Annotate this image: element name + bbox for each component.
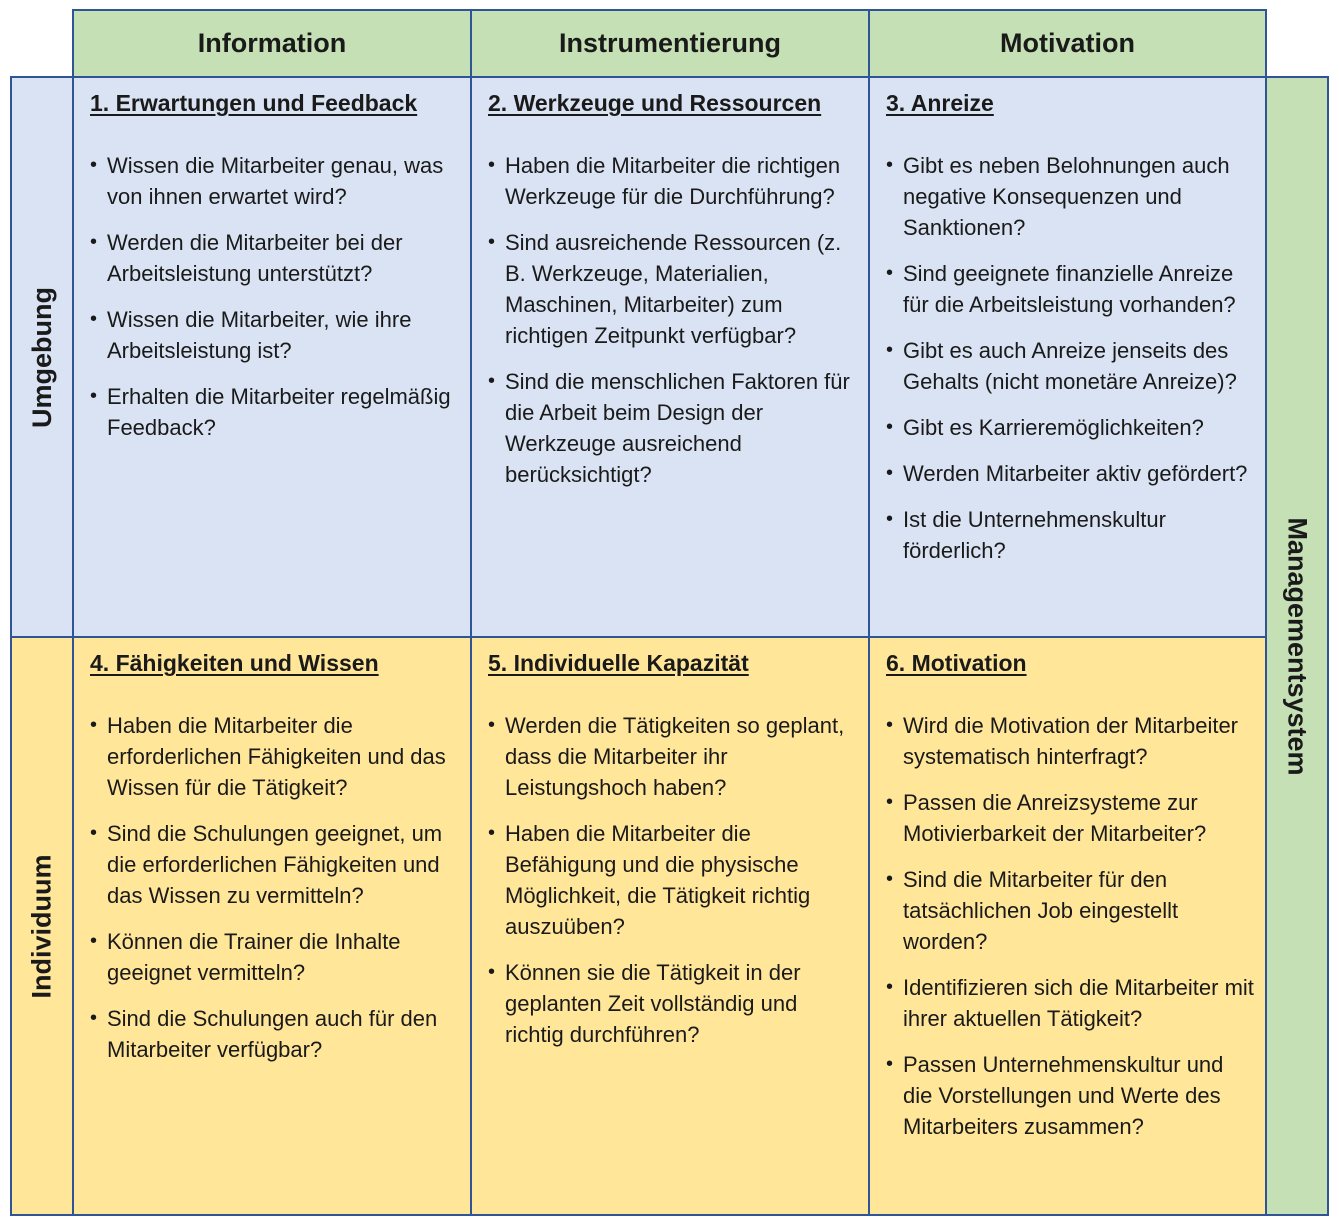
cell-individual-capacity: [470, 636, 870, 1216]
list-item: • Gibt es auch Anreize jenseits des Gehalts (nicht monetäre Anreize)?: [886, 335, 1255, 397]
management-system-bar: [1265, 76, 1329, 1216]
list-item: • Haben die Mitarbeiter die Befähigung und die physische Möglichkeit, die Tätigkeit richtig auszuüben?: [488, 818, 858, 942]
cell-title: 5. Individuelle Kapazität: [488, 650, 749, 676]
cell-motivation: [868, 636, 1267, 1216]
column-header-instrumentierung: Instrumentierung: [470, 9, 870, 78]
list-item: • Gibt es neben Belohnungen auch negative Konsequenzen und Sanktionen?: [886, 150, 1255, 243]
column-header-information: Information: [72, 9, 472, 78]
list-item: • Können sie die Tätigkeit in der geplanten Zeit vollständig und richtig durchführen?: [488, 957, 858, 1050]
list-item: • Passen die Anreizsysteme zur Motivierbarkeit der Mitarbeiter?: [886, 787, 1255, 849]
list-item: • Wissen die Mitarbeiter, wie ihre Arbeitsleistung ist?: [90, 304, 460, 366]
cell-skills-knowledge: [72, 636, 472, 1216]
row-label-umgebung-text: Umgebung: [26, 286, 57, 428]
list-item: • Werden die Tätigkeiten so geplant, dass die Mitarbeiter ihr Leistungshoch haben?: [488, 710, 858, 803]
question-list: [488, 710, 858, 1050]
question-list: [90, 150, 460, 443]
cell-title: 4. Fähigkeiten und Wissen: [90, 650, 379, 676]
list-item: • Gibt es Karrieremöglichkeiten?: [886, 412, 1255, 443]
list-item: • Haben die Mitarbeiter die richtigen Werkzeuge für die Durchführung?: [488, 150, 858, 212]
cell-incentives: [868, 76, 1267, 638]
list-item: • Wird die Motivation der Mitarbeiter systematisch hinterfragt?: [886, 710, 1255, 772]
cell-expectations-feedback: [72, 76, 472, 638]
list-item: • Sind die menschlichen Faktoren für die Arbeit beim Design der Werkzeuge ausreichend berücksichtigt?: [488, 366, 858, 490]
cell-title: 2. Werkzeuge und Ressourcen: [488, 90, 822, 116]
question-list: [488, 150, 858, 490]
list-item: • Passen Unternehmenskultur und die Vorstellungen und Werte des Mitarbeiters zusammen?: [886, 1049, 1255, 1142]
list-item: • Sind ausreichende Ressourcen (z. B. Werkzeuge, Materialien, Maschinen, Mitarbeiter) zum richtigen Zeitpunkt verfügbar?: [488, 227, 858, 351]
list-item: • Sind die Mitarbeiter für den tatsächlichen Job eingestellt worden?: [886, 864, 1255, 957]
management-system-label: Managementsystem: [1282, 516, 1313, 776]
cell-title: 3. Anreize: [886, 90, 994, 116]
row-label-individuum-text: Individuum: [26, 854, 57, 998]
list-item: • Wissen die Mitarbeiter genau, was von ihnen erwartet wird?: [90, 150, 460, 212]
list-item: • Ist die Unternehmenskultur förderlich?: [886, 504, 1255, 566]
list-item: • Werden die Mitarbeiter bei der Arbeitsleistung unterstützt?: [90, 227, 460, 289]
question-list: [886, 710, 1255, 1142]
cell-title: 1. Erwartungen und Feedback: [90, 90, 418, 116]
list-item: • Sind geeignete finanzielle Anreize für die Arbeitsleistung vorhanden?: [886, 258, 1255, 320]
cell-tools-resources: [470, 76, 870, 638]
list-item: • Erhalten die Mitarbeiter regelmäßig Feedback?: [90, 381, 460, 443]
cell-title: 6. Motivation: [886, 650, 1027, 676]
list-item: • Können die Trainer die Inhalte geeignet vermitteln?: [90, 926, 460, 988]
question-list: [886, 150, 1255, 566]
list-item: • Sind die Schulungen geeignet, um die erforderlichen Fähigkeiten und das Wissen zu vermitteln?: [90, 818, 460, 911]
column-header-motivation: Motivation: [868, 9, 1267, 78]
list-item: • Werden Mitarbeiter aktiv gefördert?: [886, 458, 1255, 489]
list-item: • Sind die Schulungen auch für den Mitarbeiter verfügbar?: [90, 1003, 460, 1065]
list-item: • Haben die Mitarbeiter die erforderlichen Fähigkeiten und das Wissen für die Tätigkeit?: [90, 710, 460, 803]
question-list: [90, 710, 460, 1065]
row-label-umgebung: [10, 76, 74, 638]
list-item: • Identifizieren sich die Mitarbeiter mit ihrer aktuellen Tätigkeit?: [886, 972, 1255, 1034]
row-label-individuum: [10, 636, 74, 1216]
